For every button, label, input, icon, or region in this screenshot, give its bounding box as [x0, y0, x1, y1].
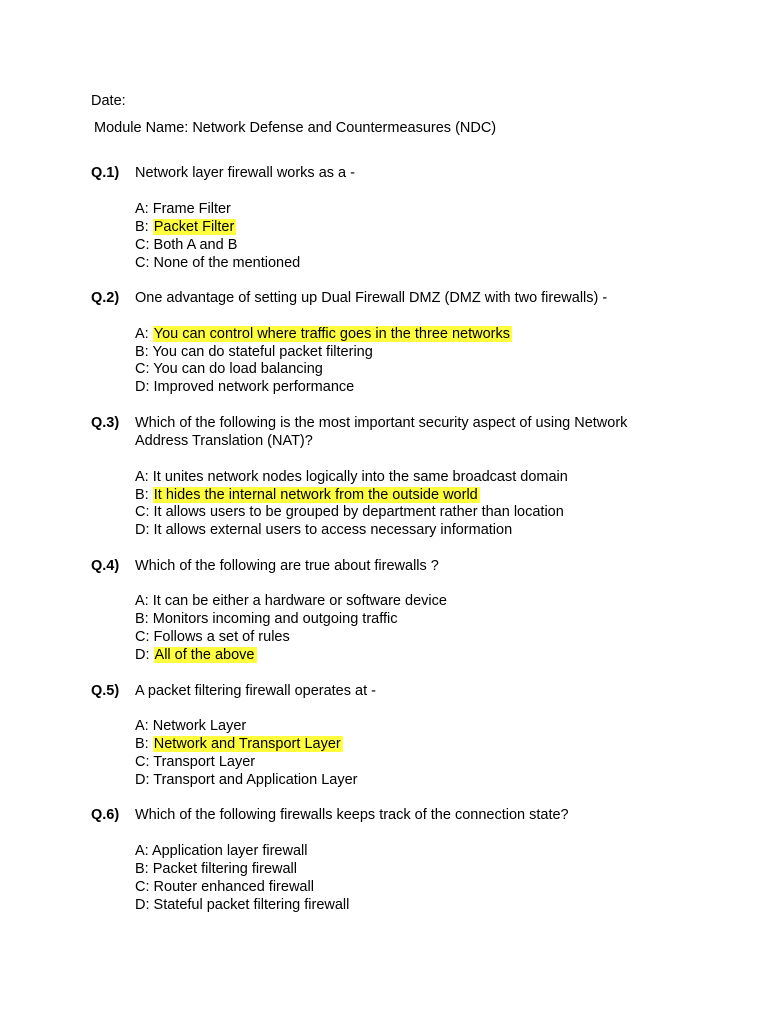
option-a: A: Frame Filter	[135, 201, 231, 217]
option-b: B: Packet filtering firewall	[135, 861, 297, 877]
option-b-answer: B: Network and Transport Layer	[135, 736, 341, 752]
question-number: Q.5)	[91, 683, 120, 699]
question-text: Network layer firewall works as a -	[135, 165, 355, 181]
module-name: Module Name: Network Defense and Countermeasures (NDC)	[94, 120, 497, 136]
answer-highlight: All of the above	[154, 647, 255, 663]
option-a: A: Network Layer	[135, 718, 247, 734]
option-d: D: Stateful packet filtering firewall	[135, 897, 350, 913]
option-a: A: Application layer firewall	[135, 843, 308, 859]
answer-highlight: It hides the internal network from the outside world	[153, 487, 478, 503]
question-number: Q.4)	[91, 558, 120, 574]
question-text-line2: Address Translation (NAT)?	[135, 433, 313, 449]
option-c: C: Both A and B	[135, 237, 238, 253]
answer-highlight: Packet Filter	[153, 219, 235, 235]
question-text: A packet filtering firewall operates at -	[135, 683, 376, 699]
option-c: C: You can do load balancing	[135, 361, 323, 377]
answer-highlight: You can control where traffic goes in the three networks	[153, 326, 510, 342]
option-a: A: It can be either a hardware or software device	[135, 593, 447, 609]
option-b-answer: B: It hides the internal network from the outside world	[135, 487, 478, 503]
option-c: C: Router enhanced firewall	[135, 879, 314, 895]
option-d: D: It allows external users to access necessary information	[135, 522, 513, 538]
option-b-answer: B: Packet Filter	[135, 219, 235, 235]
option-d: C: None of the mentioned	[135, 255, 301, 271]
option-a-answer: A: You can control where traffic goes in the three networks	[135, 326, 510, 342]
question-number: Q.1)	[91, 165, 120, 181]
option-d-answer: D: All of the above	[135, 647, 255, 663]
question-text: One advantage of setting up Dual Firewall DMZ (DMZ with two firewalls) -	[135, 290, 608, 306]
date-label: Date:	[91, 93, 126, 109]
option-c: C: It allows users to be grouped by department rather than location	[135, 504, 564, 520]
question-text-line1: Which of the following is the most important security aspect of using Network	[135, 415, 628, 431]
question-number: Q.6)	[91, 807, 120, 823]
option-b: B: Monitors incoming and outgoing traffic	[135, 611, 398, 627]
option-c: C: Follows a set of rules	[135, 629, 290, 645]
answer-highlight: Network and Transport Layer	[153, 736, 341, 752]
option-d: D: Improved network performance	[135, 379, 355, 395]
question-text: Which of the following are true about firewalls ?	[135, 558, 439, 574]
question-text: Which of the following firewalls keeps track of the connection state?	[135, 807, 569, 823]
option-d: D: Transport and Application Layer	[135, 772, 358, 788]
option-a: A: It unites network nodes logically into the same broadcast domain	[135, 469, 568, 485]
question-number: Q.3)	[91, 415, 120, 431]
question-number: Q.2)	[91, 290, 120, 306]
option-b: B: You can do stateful packet filtering	[135, 344, 373, 360]
option-c: C: Transport Layer	[135, 754, 256, 770]
